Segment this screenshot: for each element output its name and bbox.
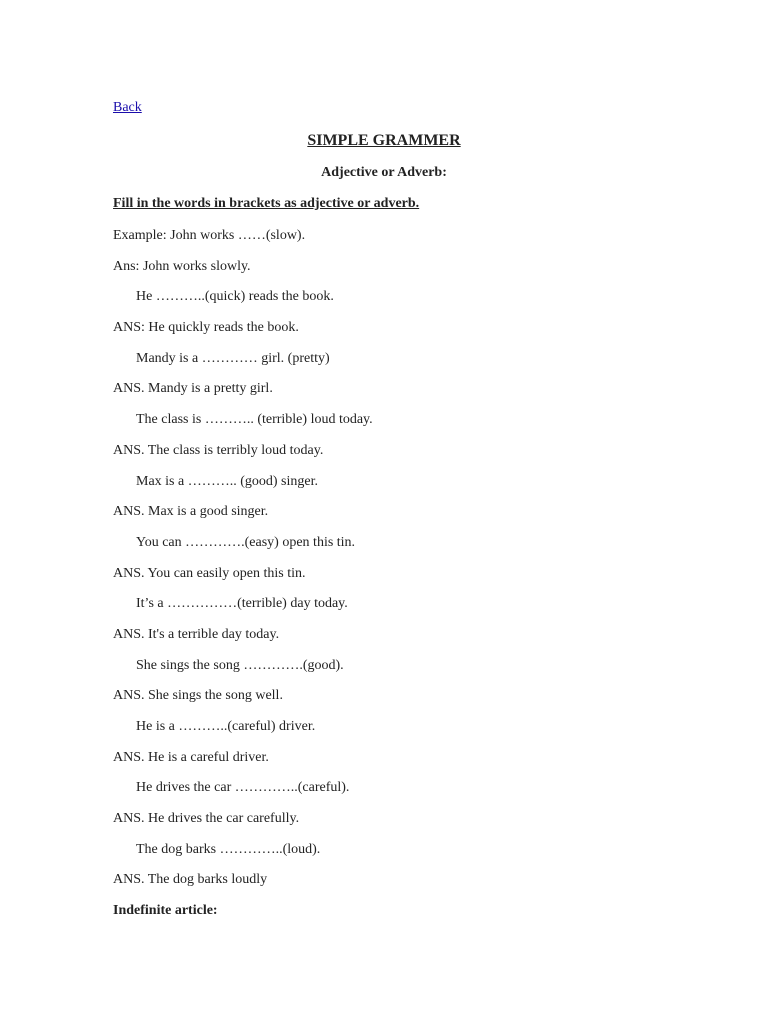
exercise-answer: ANS. The class is terribly loud today. <box>113 442 324 458</box>
exercise-answer: ANS. Mandy is a pretty girl. <box>113 381 273 397</box>
exercise-answer: ANS. He drives the car carefully. <box>113 811 300 827</box>
exercise-answer: ANS. The dog barks loudly <box>113 872 268 888</box>
exercise-question: The class is ……….. (terrible) loud today. <box>136 412 373 428</box>
exercise-answer: ANS: He quickly reads the book. <box>113 320 299 336</box>
exercise-list <box>113 227 373 902</box>
exercise-question: Mandy is a ………… girl. (pretty) <box>136 350 330 366</box>
exercise-question: You can ………….(easy) open this tin. <box>136 534 356 550</box>
page-title: SIMPLE GRAMMER <box>307 132 461 149</box>
next-section-heading: Indefinite article: <box>113 903 218 918</box>
exercise-question: He is a ………..(careful) driver. <box>136 719 316 734</box>
exercise-instruction: Fill in the words in brackets as adjective or adverb. <box>113 196 420 211</box>
exercise-answer: Ans: John works slowly. <box>113 258 251 274</box>
exercise-answer: ANS. You can easily open this tin. <box>113 565 306 581</box>
section-subtitle: Adjective or Adverb: <box>321 165 447 180</box>
exercise-answer: ANS. He is a careful driver. <box>113 749 269 765</box>
back-link[interactable]: Back <box>113 100 142 115</box>
exercise-question: Max is a ……….. (good) singer. <box>136 473 318 489</box>
exercise-question: He drives the car …………..(careful). <box>136 780 350 796</box>
exercise-question: The dog barks …………..(loud). <box>136 841 321 857</box>
exercise-question: She sings the song ………….(good). <box>136 657 344 673</box>
exercise-question: It’s a ……………(terrible) day today. <box>136 596 348 612</box>
exercise-answer: Example: John works ……(slow). <box>113 228 306 243</box>
exercise-answer: ANS. She sings the song well. <box>113 688 283 704</box>
exercise-answer: ANS. Max is a good singer. <box>113 504 269 520</box>
exercise-answer: ANS. It's a terrible day today. <box>113 626 280 642</box>
exercise-question: He ………..(quick) reads the book. <box>136 289 334 305</box>
